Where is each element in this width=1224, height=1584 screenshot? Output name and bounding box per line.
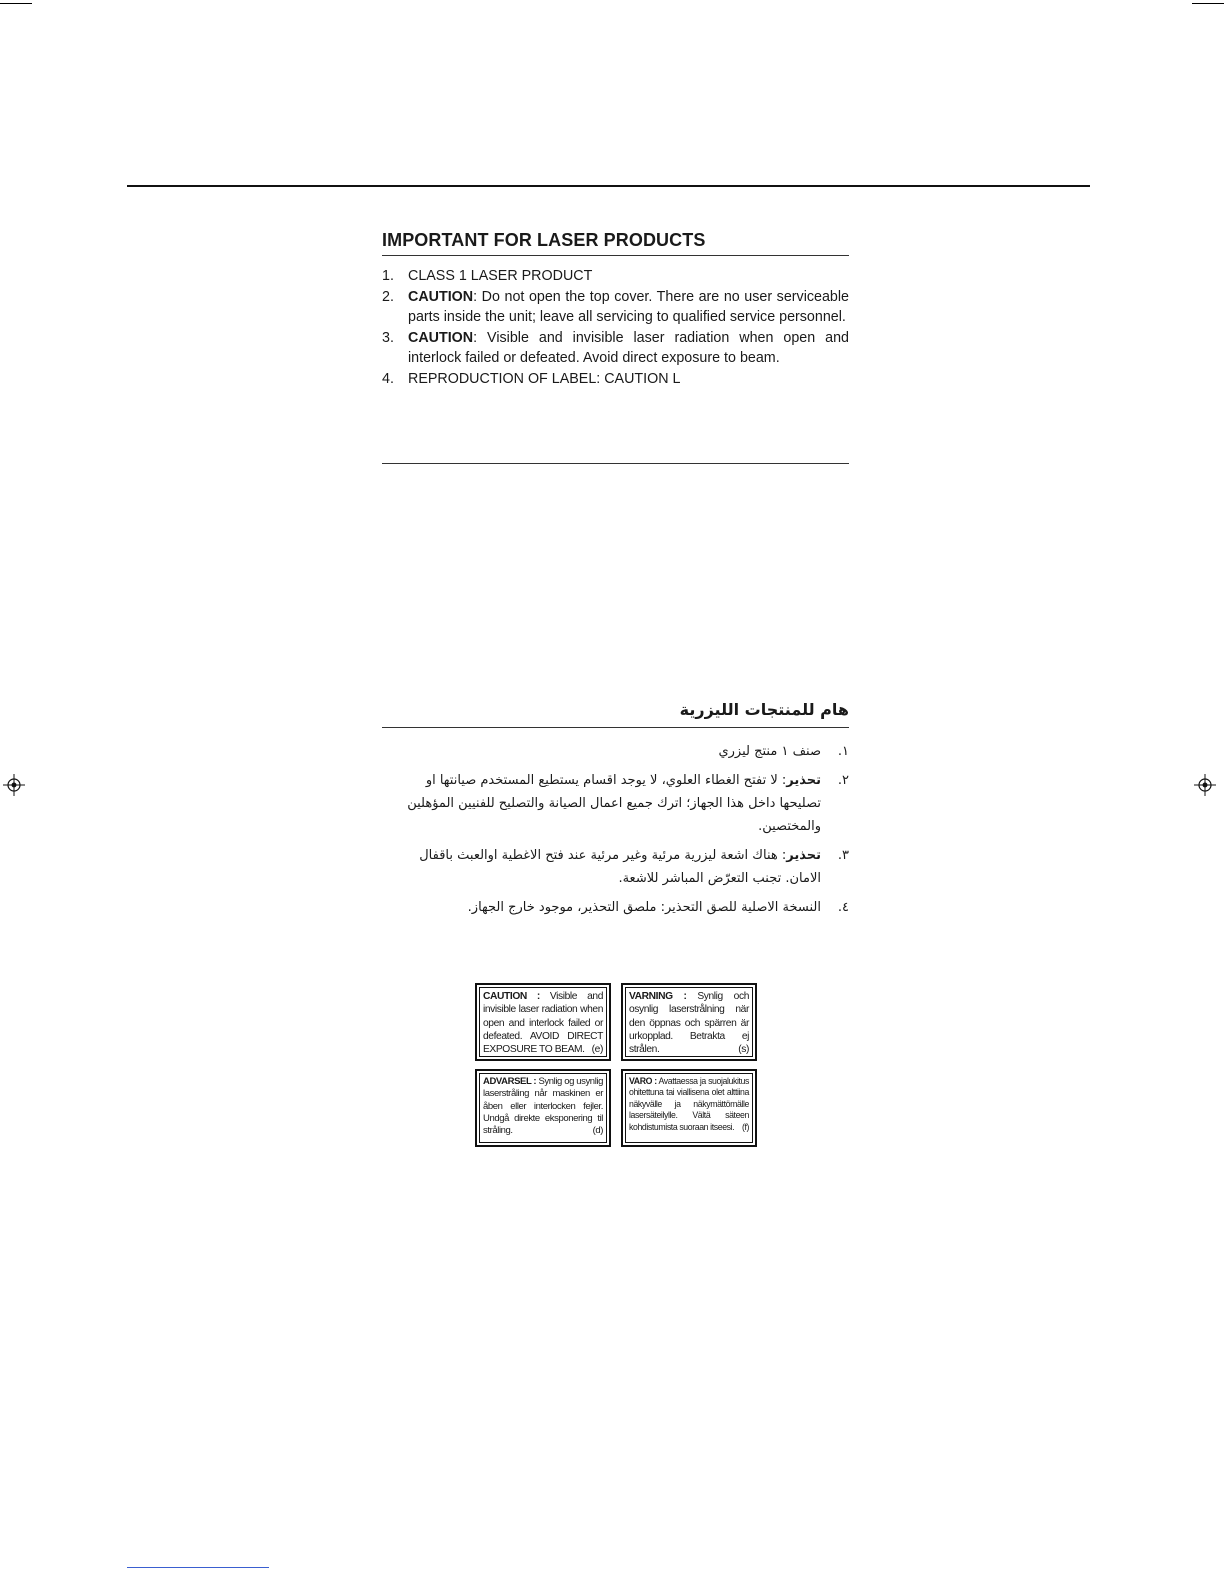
arabic-title: هام للمنتجات الليزرية: [382, 700, 849, 728]
list-item: 4. REPRODUCTION OF LABEL: CAUTION L: [382, 370, 681, 387]
list-item: ٣. تحذير: هناك اشعة ليزرية مرئية وغير مرئية عند فتح الاغطية اوالعبث باقفال الامان. تجنب التعرّض المباشر للاشعة.: [419, 848, 849, 886]
arabic-laser-notice: [382, 700, 849, 925]
crop-mark-top-left: [0, 3, 32, 4]
english-laser-notice: [382, 230, 849, 389]
list-item: 1. CLASS 1 LASER PRODUCT: [382, 268, 593, 284]
english-title: IMPORTANT FOR LASER PRODUCTS: [382, 230, 849, 256]
list-item: 3. CAUTION: Visible and invisible laser radiation when open and interlock failed or defeated. Avoid direct exposure to beam.: [382, 329, 849, 366]
registration-mark-right-icon: [1194, 774, 1216, 796]
registration-mark-left-icon: [3, 774, 25, 796]
list-item: 2. CAUTION: Do not open the top cover. There are no user serviceable parts inside the unit; leave all servicing to qualified service personnel.: [382, 288, 849, 325]
header-rule: [127, 185, 1090, 187]
english-list: [382, 266, 849, 389]
list-item: ٢. تحذير: لا تفتح الغطاء العلوي، لا يوجد اقسام يستطيع المستخدم صيانتها او تصليحها داخل هذا الجهاز؛ اترك جميع اعمال الصيانة والتصليح للفنيين المؤهلين والمختصين.: [407, 773, 849, 834]
caution-label-swedish: VARNING : Synlig och osynlig laserstrålning när den öppnas och spärren är urkopplad. Betrakta ej strålen. (s): [621, 983, 757, 1061]
list-item: ٤. النسخة الاصلية للصق التحذير: ملصق التحذير، موجود خارج الجهاز.: [467, 900, 849, 915]
english-section-rule: [382, 463, 849, 464]
list-item: ١. صنف ١ منتج ليزري: [718, 744, 849, 759]
footer-rule: [127, 1567, 269, 1568]
caution-label-finnish: VARO : Avattaessa ja suojalukitus ohitettuna tai viallisena olet alttiina näkyvälle ja näkymättömälle lasersäteilylle. Vältä säteen kohdistumista suoraan itseesi. (f): [621, 1069, 757, 1147]
caution-label-english: CAUTION : Visible and invisible laser radiation when open and interlock failed or defeated. AVOID DIRECT EXPOSURE TO BEAM. (e): [475, 983, 611, 1061]
arabic-list: [382, 740, 849, 919]
crop-mark-top-right: [1192, 3, 1224, 4]
caution-label-reproduction: [475, 983, 759, 1147]
caution-label-danish: ADVARSEL : Synlig og usynlig laserstråling når maskinen er åben eller interlocken fejler. Undgå direkte eksponering til stråling. (d): [475, 1069, 611, 1147]
